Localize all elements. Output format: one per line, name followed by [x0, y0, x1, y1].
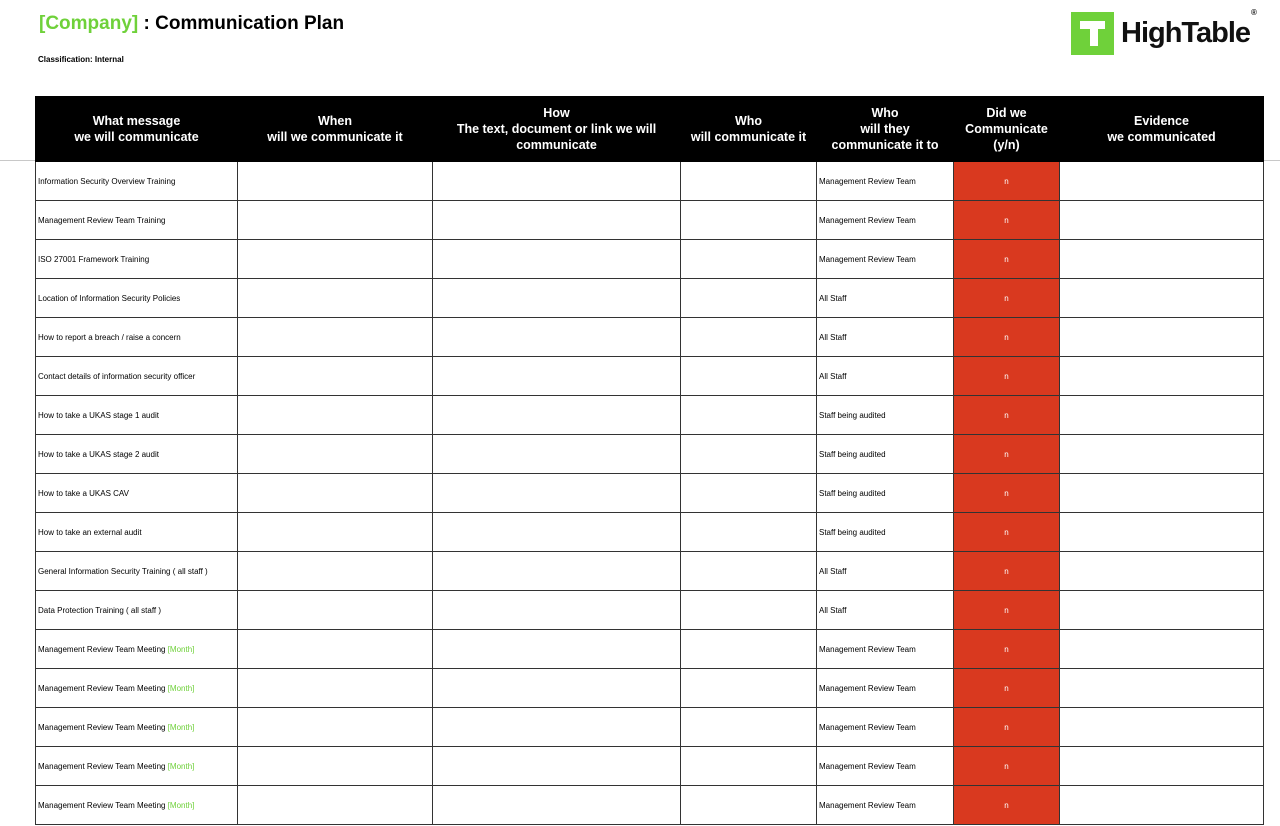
audience-cell-text: Management Review Team [819, 215, 916, 225]
evidence-cell[interactable] [1060, 786, 1264, 825]
when-cell[interactable] [238, 357, 433, 396]
status-cell[interactable] [954, 513, 1060, 552]
status-cell-text: n [1004, 722, 1009, 732]
month-placeholder: [Month] [167, 800, 195, 810]
how-cell[interactable] [433, 201, 681, 240]
audience-cell[interactable] [817, 357, 954, 396]
message-cell[interactable] [36, 240, 238, 279]
status-cell-text: n [1004, 800, 1009, 810]
how-cell[interactable] [433, 669, 681, 708]
hightable-logo [1071, 8, 1256, 55]
audience-cell-text: Staff being audited [819, 527, 886, 537]
audience-cell[interactable] [817, 513, 954, 552]
evidence-cell[interactable] [1060, 708, 1264, 747]
who-cell[interactable] [681, 591, 817, 630]
when-cell[interactable] [238, 708, 433, 747]
message-cell-text: Management Review Team Meeting [38, 800, 168, 810]
table-row [36, 513, 1264, 552]
audience-cell-text: Staff being audited [819, 449, 886, 459]
month-placeholder: [Month] [167, 722, 195, 732]
how-cell[interactable] [433, 552, 681, 591]
status-cell-text: n [1004, 410, 1009, 420]
when-cell[interactable] [238, 396, 433, 435]
who-cell[interactable] [681, 435, 817, 474]
status-cell[interactable] [954, 552, 1060, 591]
status-cell[interactable] [954, 747, 1060, 786]
status-cell[interactable] [954, 669, 1060, 708]
audience-cell-text: All Staff [819, 566, 847, 576]
message-cell-text: Information Security Overview Training [38, 176, 176, 186]
audience-cell[interactable] [817, 396, 954, 435]
evidence-cell[interactable] [1060, 240, 1264, 279]
message-cell-text: ISO 27001 Framework Training [38, 254, 150, 264]
audience-cell[interactable] [817, 747, 954, 786]
table-row [36, 708, 1264, 747]
table-row [36, 552, 1264, 591]
who-cell[interactable] [681, 747, 817, 786]
audience-cell-text: Management Review Team [819, 683, 916, 693]
who-cell[interactable] [681, 708, 817, 747]
how-cell[interactable] [433, 786, 681, 825]
evidence-cell[interactable] [1060, 396, 1264, 435]
message-cell[interactable] [36, 201, 238, 240]
when-cell[interactable] [238, 201, 433, 240]
column-header-evidence: Evidence we communicated [1060, 97, 1264, 162]
audience-cell[interactable] [817, 630, 954, 669]
audience-cell-text: Staff being audited [819, 488, 886, 498]
status-cell[interactable] [954, 786, 1060, 825]
status-cell-text: n [1004, 566, 1009, 576]
status-cell[interactable] [954, 162, 1060, 201]
audience-cell[interactable] [817, 201, 954, 240]
message-cell[interactable] [36, 669, 238, 708]
table-row [36, 435, 1264, 474]
evidence-cell[interactable] [1060, 630, 1264, 669]
who-cell[interactable] [681, 396, 817, 435]
evidence-cell[interactable] [1060, 591, 1264, 630]
message-cell-text: How to take a UKAS CAV [38, 488, 129, 498]
message-cell-text: Management Review Team Meeting [38, 761, 168, 771]
how-cell[interactable] [433, 396, 681, 435]
audience-cell[interactable] [817, 591, 954, 630]
evidence-cell[interactable] [1060, 201, 1264, 240]
evidence-cell[interactable] [1060, 669, 1264, 708]
month-placeholder: [Month] [167, 644, 195, 654]
who-cell[interactable] [681, 630, 817, 669]
how-cell[interactable] [433, 357, 681, 396]
status-cell[interactable] [954, 240, 1060, 279]
table-row [36, 279, 1264, 318]
when-cell[interactable] [238, 162, 433, 201]
audience-cell-text: All Staff [819, 332, 847, 342]
logo-wordmark: HighTable [1121, 17, 1251, 49]
status-cell[interactable] [954, 201, 1060, 240]
how-cell[interactable] [433, 747, 681, 786]
when-cell[interactable] [238, 318, 433, 357]
how-cell[interactable] [433, 435, 681, 474]
column-header-how: How The text, document or link we will communicate [433, 97, 681, 162]
table-row [36, 240, 1264, 279]
table-row [36, 747, 1264, 786]
who-cell[interactable] [681, 786, 817, 825]
status-cell[interactable] [954, 630, 1060, 669]
audience-cell[interactable] [817, 279, 954, 318]
how-cell[interactable] [433, 708, 681, 747]
evidence-cell[interactable] [1060, 513, 1264, 552]
status-cell[interactable] [954, 708, 1060, 747]
status-cell-text: n [1004, 683, 1009, 693]
audience-cell-text: Management Review Team [819, 722, 916, 732]
message-cell-text: Management Review Team Meeting [38, 722, 168, 732]
message-cell-text: Location of Information Security Policies [38, 293, 181, 303]
audience-cell-text: All Staff [819, 293, 847, 303]
evidence-cell[interactable] [1060, 747, 1264, 786]
how-cell[interactable] [433, 513, 681, 552]
audience-cell-text: Management Review Team [819, 644, 916, 654]
table-row [36, 357, 1264, 396]
evidence-cell[interactable] [1060, 318, 1264, 357]
how-cell[interactable] [433, 318, 681, 357]
how-cell[interactable] [433, 474, 681, 513]
audience-cell[interactable] [817, 162, 954, 201]
message-cell-text: General Information Security Training ( all staff ) [38, 566, 208, 576]
when-cell[interactable] [238, 279, 433, 318]
table-row [36, 669, 1264, 708]
audience-cell[interactable] [817, 474, 954, 513]
message-cell-text: Management Review Team Meeting [38, 683, 168, 693]
message-cell[interactable] [36, 474, 238, 513]
status-cell-text: n [1004, 332, 1009, 342]
table-header-row [36, 97, 1264, 162]
message-cell-text: Contact details of information security officer [38, 371, 196, 381]
audience-cell[interactable] [817, 552, 954, 591]
how-cell[interactable] [433, 279, 681, 318]
who-cell[interactable] [681, 474, 817, 513]
page-title [39, 13, 344, 35]
message-cell[interactable] [36, 708, 238, 747]
audience-cell-text: Management Review Team [819, 254, 916, 264]
when-cell[interactable] [238, 786, 433, 825]
evidence-cell[interactable] [1060, 357, 1264, 396]
when-cell[interactable] [238, 474, 433, 513]
month-placeholder: [Month] [167, 761, 195, 771]
when-cell[interactable] [238, 669, 433, 708]
message-cell[interactable] [36, 357, 238, 396]
message-cell-text: How to take an external audit [38, 527, 142, 537]
table-row [36, 630, 1264, 669]
how-cell[interactable] [433, 162, 681, 201]
who-cell[interactable] [681, 513, 817, 552]
status-cell-text: n [1004, 215, 1009, 225]
evidence-cell[interactable] [1060, 552, 1264, 591]
status-cell-text: n [1004, 605, 1009, 615]
who-cell[interactable] [681, 201, 817, 240]
when-cell[interactable] [238, 747, 433, 786]
how-cell[interactable] [433, 240, 681, 279]
table-row [36, 474, 1264, 513]
status-cell-text: n [1004, 449, 1009, 459]
status-cell-text: n [1004, 644, 1009, 654]
audience-cell-text: All Staff [819, 605, 847, 615]
audience-cell[interactable] [817, 318, 954, 357]
column-header-message: What message we will communicate [36, 97, 238, 162]
message-cell[interactable] [36, 630, 238, 669]
table-row [36, 162, 1264, 201]
audience-cell-text: Management Review Team [819, 761, 916, 771]
table-row [36, 786, 1264, 825]
message-cell[interactable] [36, 552, 238, 591]
column-header-who: Who will communicate it [681, 97, 817, 162]
audience-cell[interactable] [817, 240, 954, 279]
status-cell[interactable] [954, 396, 1060, 435]
table-row [36, 591, 1264, 630]
message-cell[interactable] [36, 513, 238, 552]
message-cell-text: How to take a UKAS stage 2 audit [38, 449, 159, 459]
message-cell-text: Data Protection Training ( all staff ) [38, 605, 162, 615]
message-cell[interactable] [36, 396, 238, 435]
audience-cell-text: Management Review Team [819, 176, 916, 186]
who-cell[interactable] [681, 669, 817, 708]
message-cell-text: Management Review Team Meeting [38, 644, 168, 654]
when-cell[interactable] [238, 435, 433, 474]
status-cell-text: n [1004, 293, 1009, 303]
column-header-audience: Who will they communicate it to [817, 97, 954, 162]
evidence-cell[interactable] [1060, 279, 1264, 318]
status-cell[interactable] [954, 435, 1060, 474]
who-cell[interactable] [681, 240, 817, 279]
status-cell[interactable] [954, 357, 1060, 396]
status-cell-text: n [1004, 371, 1009, 381]
table-row [36, 201, 1264, 240]
when-cell[interactable] [238, 552, 433, 591]
table-row [36, 318, 1264, 357]
status-cell-text: n [1004, 761, 1009, 771]
column-header-status: Did we Communicate (y/n) [954, 97, 1060, 162]
who-cell[interactable] [681, 162, 817, 201]
registered-mark: ® [1251, 8, 1256, 17]
message-cell[interactable] [36, 786, 238, 825]
table-body [36, 162, 1264, 825]
communication-plan-table [35, 96, 1264, 825]
title-text: : Communication Plan [138, 13, 345, 34]
how-cell[interactable] [433, 591, 681, 630]
month-placeholder: [Month] [167, 683, 195, 693]
evidence-cell[interactable] [1060, 474, 1264, 513]
how-cell[interactable] [433, 630, 681, 669]
status-cell[interactable] [954, 318, 1060, 357]
message-cell-text: How to take a UKAS stage 1 audit [38, 410, 159, 420]
audience-cell-text: Management Review Team [819, 800, 916, 810]
table-row [36, 396, 1264, 435]
evidence-cell[interactable] [1060, 435, 1264, 474]
hightable-logo-icon [1071, 12, 1114, 55]
message-cell[interactable] [36, 162, 238, 201]
audience-cell[interactable] [817, 435, 954, 474]
when-cell[interactable] [238, 513, 433, 552]
audience-cell[interactable] [817, 786, 954, 825]
who-cell[interactable] [681, 357, 817, 396]
when-cell[interactable] [238, 591, 433, 630]
message-cell[interactable] [36, 318, 238, 357]
message-cell[interactable] [36, 279, 238, 318]
who-cell[interactable] [681, 279, 817, 318]
classification-label: Classification: Internal [38, 55, 124, 64]
message-cell-text: How to report a breach / raise a concern [38, 332, 181, 342]
status-cell[interactable] [954, 474, 1060, 513]
logo-text [1121, 8, 1256, 50]
message-cell[interactable] [36, 591, 238, 630]
company-placeholder: [Company] [39, 13, 139, 34]
status-cell[interactable] [954, 591, 1060, 630]
status-cell-text: n [1004, 254, 1009, 264]
status-cell-text: n [1004, 176, 1009, 186]
who-cell[interactable] [681, 552, 817, 591]
audience-cell[interactable] [817, 708, 954, 747]
when-cell[interactable] [238, 630, 433, 669]
when-cell[interactable] [238, 240, 433, 279]
audience-cell[interactable] [817, 669, 954, 708]
audience-cell-text: All Staff [819, 371, 847, 381]
message-cell[interactable] [36, 747, 238, 786]
who-cell[interactable] [681, 318, 817, 357]
audience-cell-text: Staff being audited [819, 410, 886, 420]
message-cell[interactable] [36, 435, 238, 474]
status-cell[interactable] [954, 279, 1060, 318]
column-header-when: When will we communicate it [238, 97, 433, 162]
message-cell-text: Management Review Team Training [38, 215, 166, 225]
status-cell-text: n [1004, 527, 1009, 537]
status-cell-text: n [1004, 488, 1009, 498]
evidence-cell[interactable] [1060, 162, 1264, 201]
